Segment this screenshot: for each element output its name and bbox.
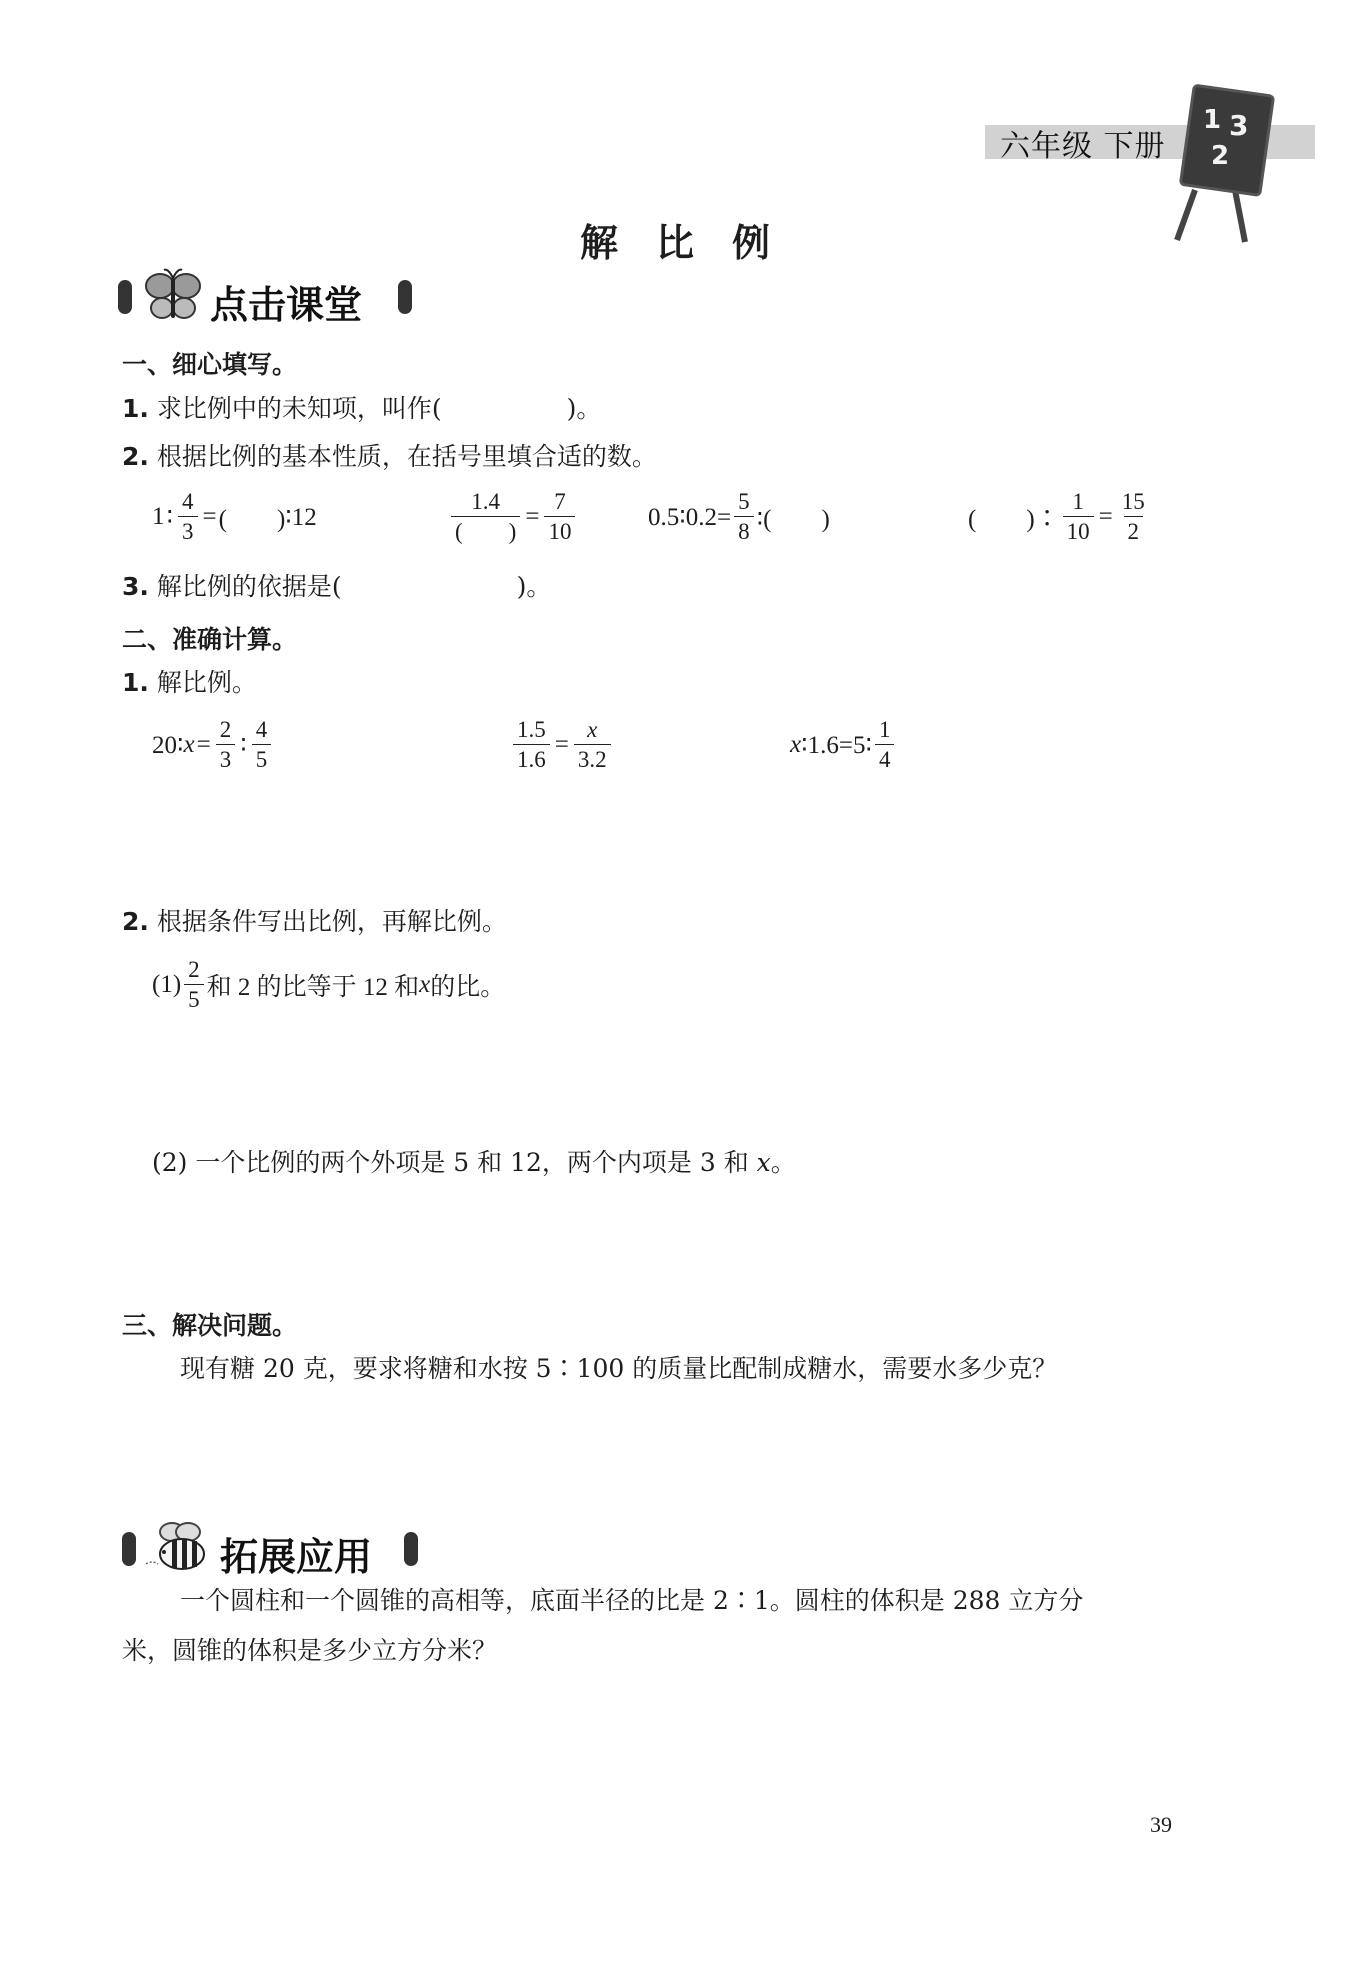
butterfly-icon [142,268,204,324]
page-number: 39 [1150,1812,1172,1837]
q1-item-c: x ∶1.6=5∶ $\frac{1}{4}$ [790,718,897,771]
fraction: $\frac{15}{2}$ [1121,489,1145,544]
classroom-banner [118,268,418,327]
part3-question: 现有糖 20 克，要求将糖和水按 5∶100 的质量比配制成糖水，需要水多少克？ [180,1354,1058,1383]
fraction: $\frac{5}{8}$ [734,490,754,543]
fraction: $\frac{2}{3}$ [216,718,236,771]
part2-heading: 二、准确计算。 [122,625,298,654]
q2-sub2: (2) 一个比例的两个外项是 5 和 12，两个内项是 3 和 x。 [152,1148,796,1177]
fraction: $\frac{x}{3.2}$ [574,718,611,771]
extension-question-line1: 一个圆柱和一个圆锥的高相等，底面半径的比是 2∶1。圆柱的体积是 288 立方分 [180,1586,1084,1615]
extension-question-line2: 米，圆锥的体积是多少立方分米？ [122,1636,498,1665]
q2-item-b: $\frac{1.4}{( )}$ = $\frac{7}{10}$ [448,490,578,543]
fraction: $\frac{2}{5}$ [184,958,204,1011]
page-title: 解比例 [579,221,808,265]
part2-q1: 1. 解比例。 [122,668,257,697]
part1-q3: 3. 解比例的依据是( )。 [122,572,552,601]
part1-q1: 1. 求比例中的未知项，叫作( )。 [122,394,602,423]
fraction: $\frac{4}{3}$ [178,490,198,543]
part2-q2: 2. 根据条件写出比例，再解比例。 [122,907,507,936]
fraction: $\frac{4}{5}$ [252,718,272,771]
q2-item-d: ( )∶ $\frac{1}{10}$ = $\frac{15}{2}$ [968,490,1152,543]
fraction: $\frac{1.5}{1.6}$ [513,718,550,771]
fraction: $\frac{1}{4}$ [875,718,895,771]
classroom-banner-label: 点击课堂 [210,283,363,327]
part1-heading: 一、细心填写。 [122,350,298,379]
q2-item-a: 1 ∶ $\frac{4}{3}$ = ( ) ∶12 [152,489,317,544]
q2-sub1: (1) $\frac{2}{5}$ 和 2 的比等于 12 和 x 的比。 [152,957,506,1012]
fraction: $\frac{1.4}{( )}$ [451,490,520,543]
extension-banner [122,1520,422,1579]
fraction: $\frac{1}{10}$ [1063,490,1094,543]
q1-item-a: 20∶ x = $\frac{2}{3}$ ∶ $\frac{4}{5}$ [152,718,274,771]
bee-icon [144,1520,214,1576]
q1-item-b: $\frac{1.5}{1.6}$ = $\frac{x}{3.2}$ [510,718,614,771]
part3-heading: 三、解决问题。 [122,1311,298,1340]
q2-item-c: 0.5∶0.2= $\frac{5}{8}$ ∶( ) [648,489,830,544]
part1-q2: 2. 根据比例的基本性质，在括号里填合适的数。 [122,442,657,471]
logo-digit-3: 3 [1229,109,1249,142]
extension-banner-label: 拓展应用 [220,1535,373,1579]
logo-digit-2: 2 [1211,141,1230,171]
fraction: $\frac{7}{10}$ [544,490,575,543]
logo-digit-1: 1 [1203,105,1222,135]
grade-label: 六年级 下册 [1000,129,1166,164]
